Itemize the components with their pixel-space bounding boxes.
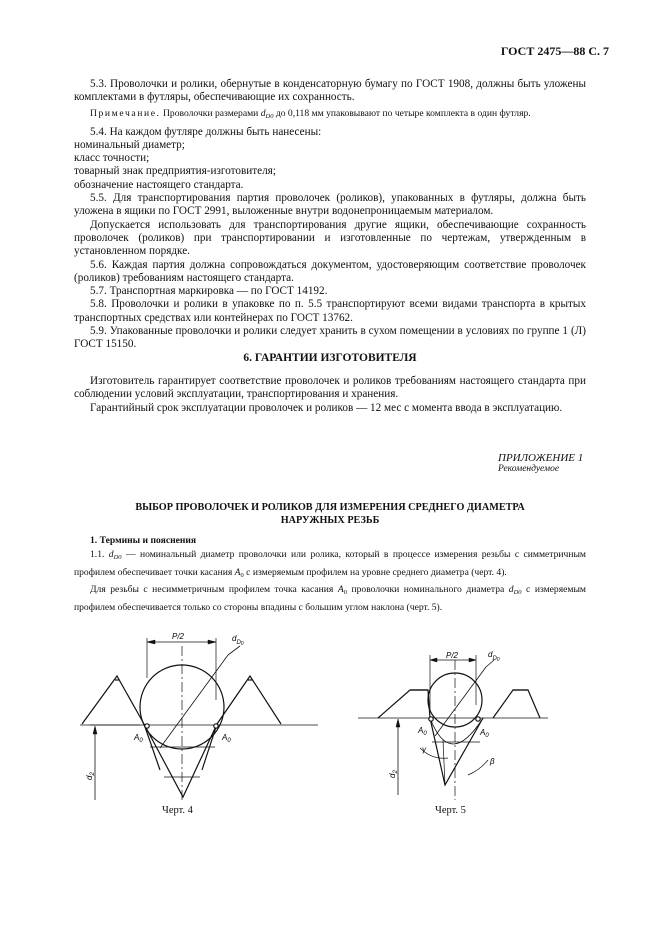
- para-1-1: 1.1. $d_{D0}$ — номинальный диаметр проволочки или ролика, который в процессе измерения резьбы с симметричным профилем обеспечивает точки касания $A_0$ с измеряемым профилем на уровне среднего диаметра (черт. 4).: [74, 549, 586, 579]
- para-5-8: 5.8. Проволочки и ролики в упаковке по п. 5.5 транспортируют всеми видами транспорта в крытых транспортных средствах или контейнерах по ГОСТ 13762.: [74, 298, 586, 324]
- list-item: номинальный диаметр;: [74, 138, 185, 151]
- fig4-d2-label: $d_2$: [85, 772, 96, 780]
- para-5-6: 5.6. Каждая партия должна сопровождаться документом, удостоверяющим соответствие проволочек (роликов) требованиям настоящего стандарта.: [74, 258, 586, 284]
- fig4-a0-left: $A_0$: [134, 733, 143, 744]
- fig5-gamma-label: γ: [422, 745, 426, 754]
- page-header: ГОСТ 2475—88 С. 7: [500, 44, 609, 58]
- title-line-1: ВЫБОР ПРОВОЛОЧЕК И РОЛИКОВ ДЛЯ ИЗМЕРЕНИЯ СРЕДНЕГО ДИАМЕТРА: [135, 502, 525, 513]
- fig5-a0-left: $A_0$: [418, 726, 427, 737]
- note-symbol: $d_{D0}$: [260, 107, 274, 120]
- title-line-2: НАРУЖНЫХ РЕЗЬБ: [280, 514, 380, 526]
- sec6-para-1: Изготовитель гарантирует соответствие проволочек и роликов требованиям настоящего стандарта при соблюдении условий эксплуатации, транспортирования и хранения.: [74, 375, 586, 401]
- caption-fig-4: Черт. 4: [162, 805, 193, 816]
- fig4-a0-right: $A_0$: [222, 733, 231, 744]
- appendix-sub: Рекомендуемое: [498, 464, 560, 474]
- appendix-label: ПРИЛОЖЕНИЕ 1: [498, 452, 584, 464]
- para-5-4: 5.4. На каждом футляре должны быть нанесены:: [90, 125, 322, 138]
- list-item: товарный знак предприятия-изготовителя;: [74, 165, 276, 178]
- list-item: класс точности;: [74, 152, 150, 165]
- para-5-5b: Допускается использовать для транспортирования другие ящики, обеспечивающие сохранность проволочек (роликов) при транспортировании и изготовленные по чертежам, утвержденным в установленном порядке.: [74, 218, 586, 258]
- sec6-para-2: Гарантийный срок эксплуатации проволочек и роликов — 12 мес с момента ввода в эксплуатацию.: [90, 401, 563, 414]
- para-5-3: 5.3. Проволочки и ролики, обернутые в конденсаторную бумагу по ГОСТ 1908, должны быть уложены комплектами в футляры, обеспечивающие их сохранность.: [74, 78, 586, 104]
- para-5-7: 5.7. Транспортная маркировка — по ГОСТ 14192.: [90, 285, 328, 298]
- note-text-1: Проволочки размерами: [162, 107, 261, 119]
- note-text-2: до 0,118 мм упаковывают по четыре комплекта в один футляр.: [273, 107, 531, 119]
- fig5-d-label: $d_D0$: [488, 650, 500, 663]
- fig4-d-label: $d_D0$: [232, 634, 244, 647]
- fig4-p2-label: P/2: [172, 632, 185, 641]
- note-label: Примечание.: [90, 107, 161, 119]
- section-6-title: 6. ГАРАНТИИ ИЗГОТОВИТЕЛЯ: [243, 352, 417, 364]
- fig5-p2-label: P/2: [446, 651, 459, 660]
- fig5-a0-right: $A_0$: [480, 728, 489, 739]
- caption-fig-5: Черт. 5: [435, 805, 466, 816]
- para-5-5: 5.5. Для транспортирования партия проволочек (роликов), упакованных в футляры, должна быть уложена в ящики по ГОСТ 2991, выложенные внутри водонепроницаемым материалом.: [74, 192, 586, 218]
- s1-heading: 1. Термины и пояснения: [90, 535, 197, 546]
- para-1-2: Для резьбы с несимметричным профилем точка касания $A_0$ проволочки номинального диаметра $d_{D0}$ с измеряемым профилем обеспечивается только со стороны впадины с большим углом наклона (черт. 5).: [74, 584, 586, 613]
- fig5-beta-label: β: [490, 757, 495, 766]
- para-5-9: 5.9. Упакованные проволочки и ролики следует хранить в сухом помещении в условиях по группе 1 (Л) ГОСТ 15150.: [74, 325, 586, 351]
- list-item: обозначение настоящего стандарта.: [74, 178, 244, 191]
- fig5-d2-label: $d_2$: [388, 770, 399, 778]
